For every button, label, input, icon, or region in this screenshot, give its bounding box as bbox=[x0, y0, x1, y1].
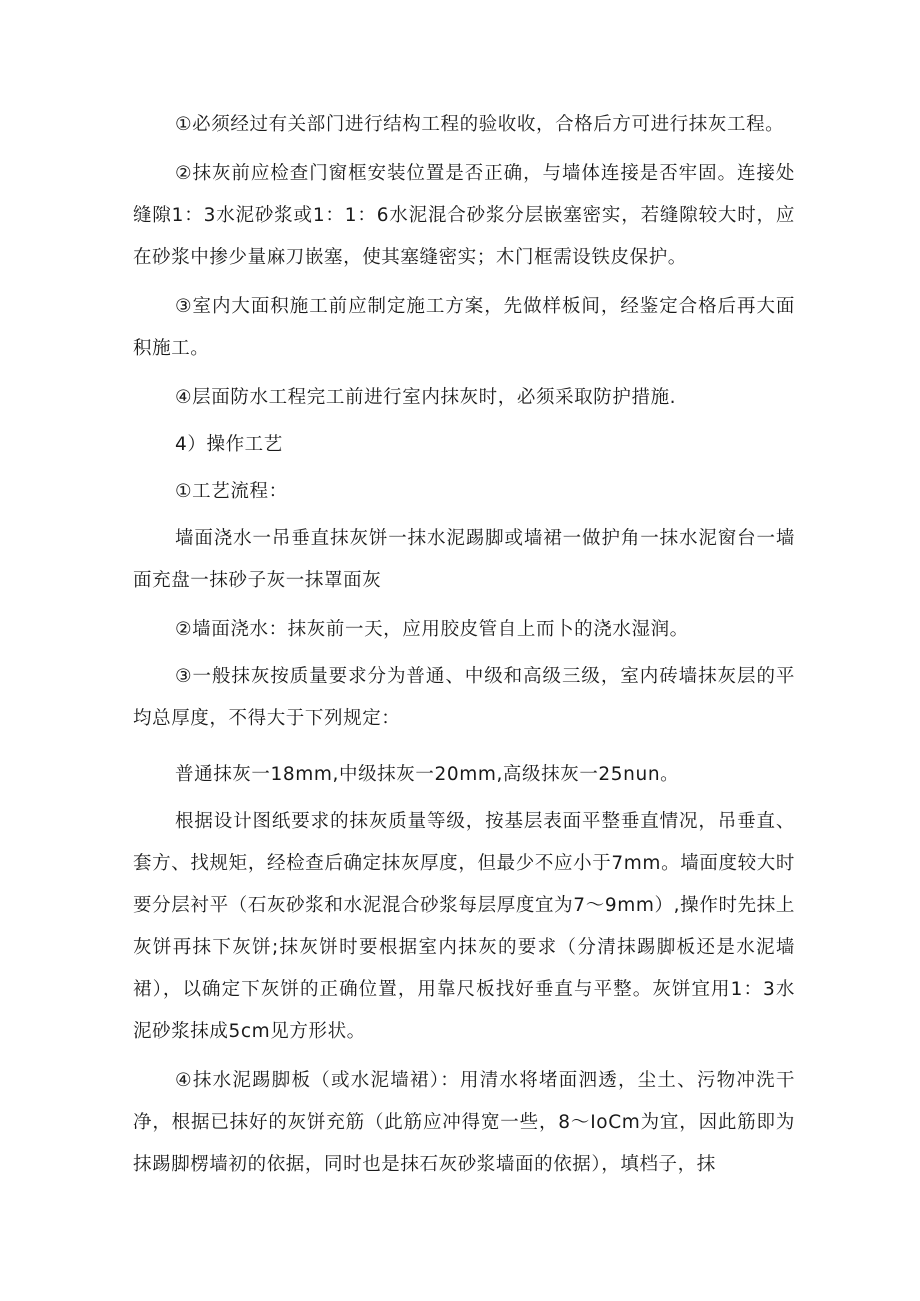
paragraph-process-flow: 墙面浇水一吊垂直抹灰饼一抹水泥踢脚或墙裙一做护角一抹水泥窗台一墙面充盘一抹砂子灰一抹罩面灰 bbox=[133, 528, 795, 591]
paragraph-acceptance: ①必须经过有关部门进行结构工程的验收收，合格后方可进行抹灰工程。 bbox=[175, 114, 785, 135]
paragraph-quality-grades: ③一般抹灰按质量要求分为普通、中级和高级三级，室内砖墙抹灰层的平均总厚度，不得大于下列规定： bbox=[133, 666, 795, 729]
paragraph-sample-room: ③室内大面积施工前应制定施工方案，先做样板间，经鉴定合格后再大面积施工。 bbox=[133, 296, 795, 359]
paragraph-thickness-values: 普通抹灰一18mm,中级抹灰一20mm,高级抹灰一25nun。 bbox=[175, 764, 680, 785]
paragraph-frame-check: ②抹灰前应检查门窗框安装位置是否正确，与墙体连接是否牢固。连接处缝隙1：3水泥砂浆或1：1：6水泥混合砂浆分层嵌塞密实，若缝隙较大时，应在砂浆中掺少量麻刀嵌塞，使其塞缝密实；木门框需设铁皮保护。 bbox=[133, 163, 795, 268]
paragraph-process-flow-title: ①工艺流程： bbox=[175, 481, 288, 502]
document-body bbox=[133, 104, 795, 1193]
section-heading-operation: 4）操作工艺 bbox=[175, 434, 283, 455]
paragraph-wall-watering: ②墙面浇水：抹灰前一天，应用胶皮管自上而卜的浇水湿润。 bbox=[175, 619, 689, 640]
paragraph-skirting: ④抹水泥踢脚板（或水泥墙裙）：用清水将堵面泗透，尘土、污物冲洗干净，根据已抹好的灰饼充筋（此筋应冲得宽一些，8〜IoCm为宜，因此筋即为抹踢脚楞墙初的依据，同时也是抹石灰砂浆墙面的依据），填档子，抹 bbox=[133, 1070, 795, 1175]
paragraph-plaster-cakes: 根据设计图纸要求的抹灰质量等级，按基层表面平整垂直情况，吊垂直、套方、找规矩，经检查后确定抹灰厚度，但最少不应小于7mm。墙面度较大时要分层衬平（石灰砂浆和水泥混合砂浆每层厚度宜为7〜9mm）,操作时先抹上灰饼再抹下灰饼;抹灰饼时要根据室内抹灰的要求（分清抹踢脚板还是水泥墙裙），以确定下灰饼的正确位置，用靠尺板找好垂直与平整。灰饼宜用1：3水泥砂浆抹成5cm见方形状。 bbox=[133, 811, 795, 1042]
paragraph-waterproof: ④层面防水工程完工前进行室内抹灰时，必须采取防护措施. bbox=[175, 387, 677, 408]
